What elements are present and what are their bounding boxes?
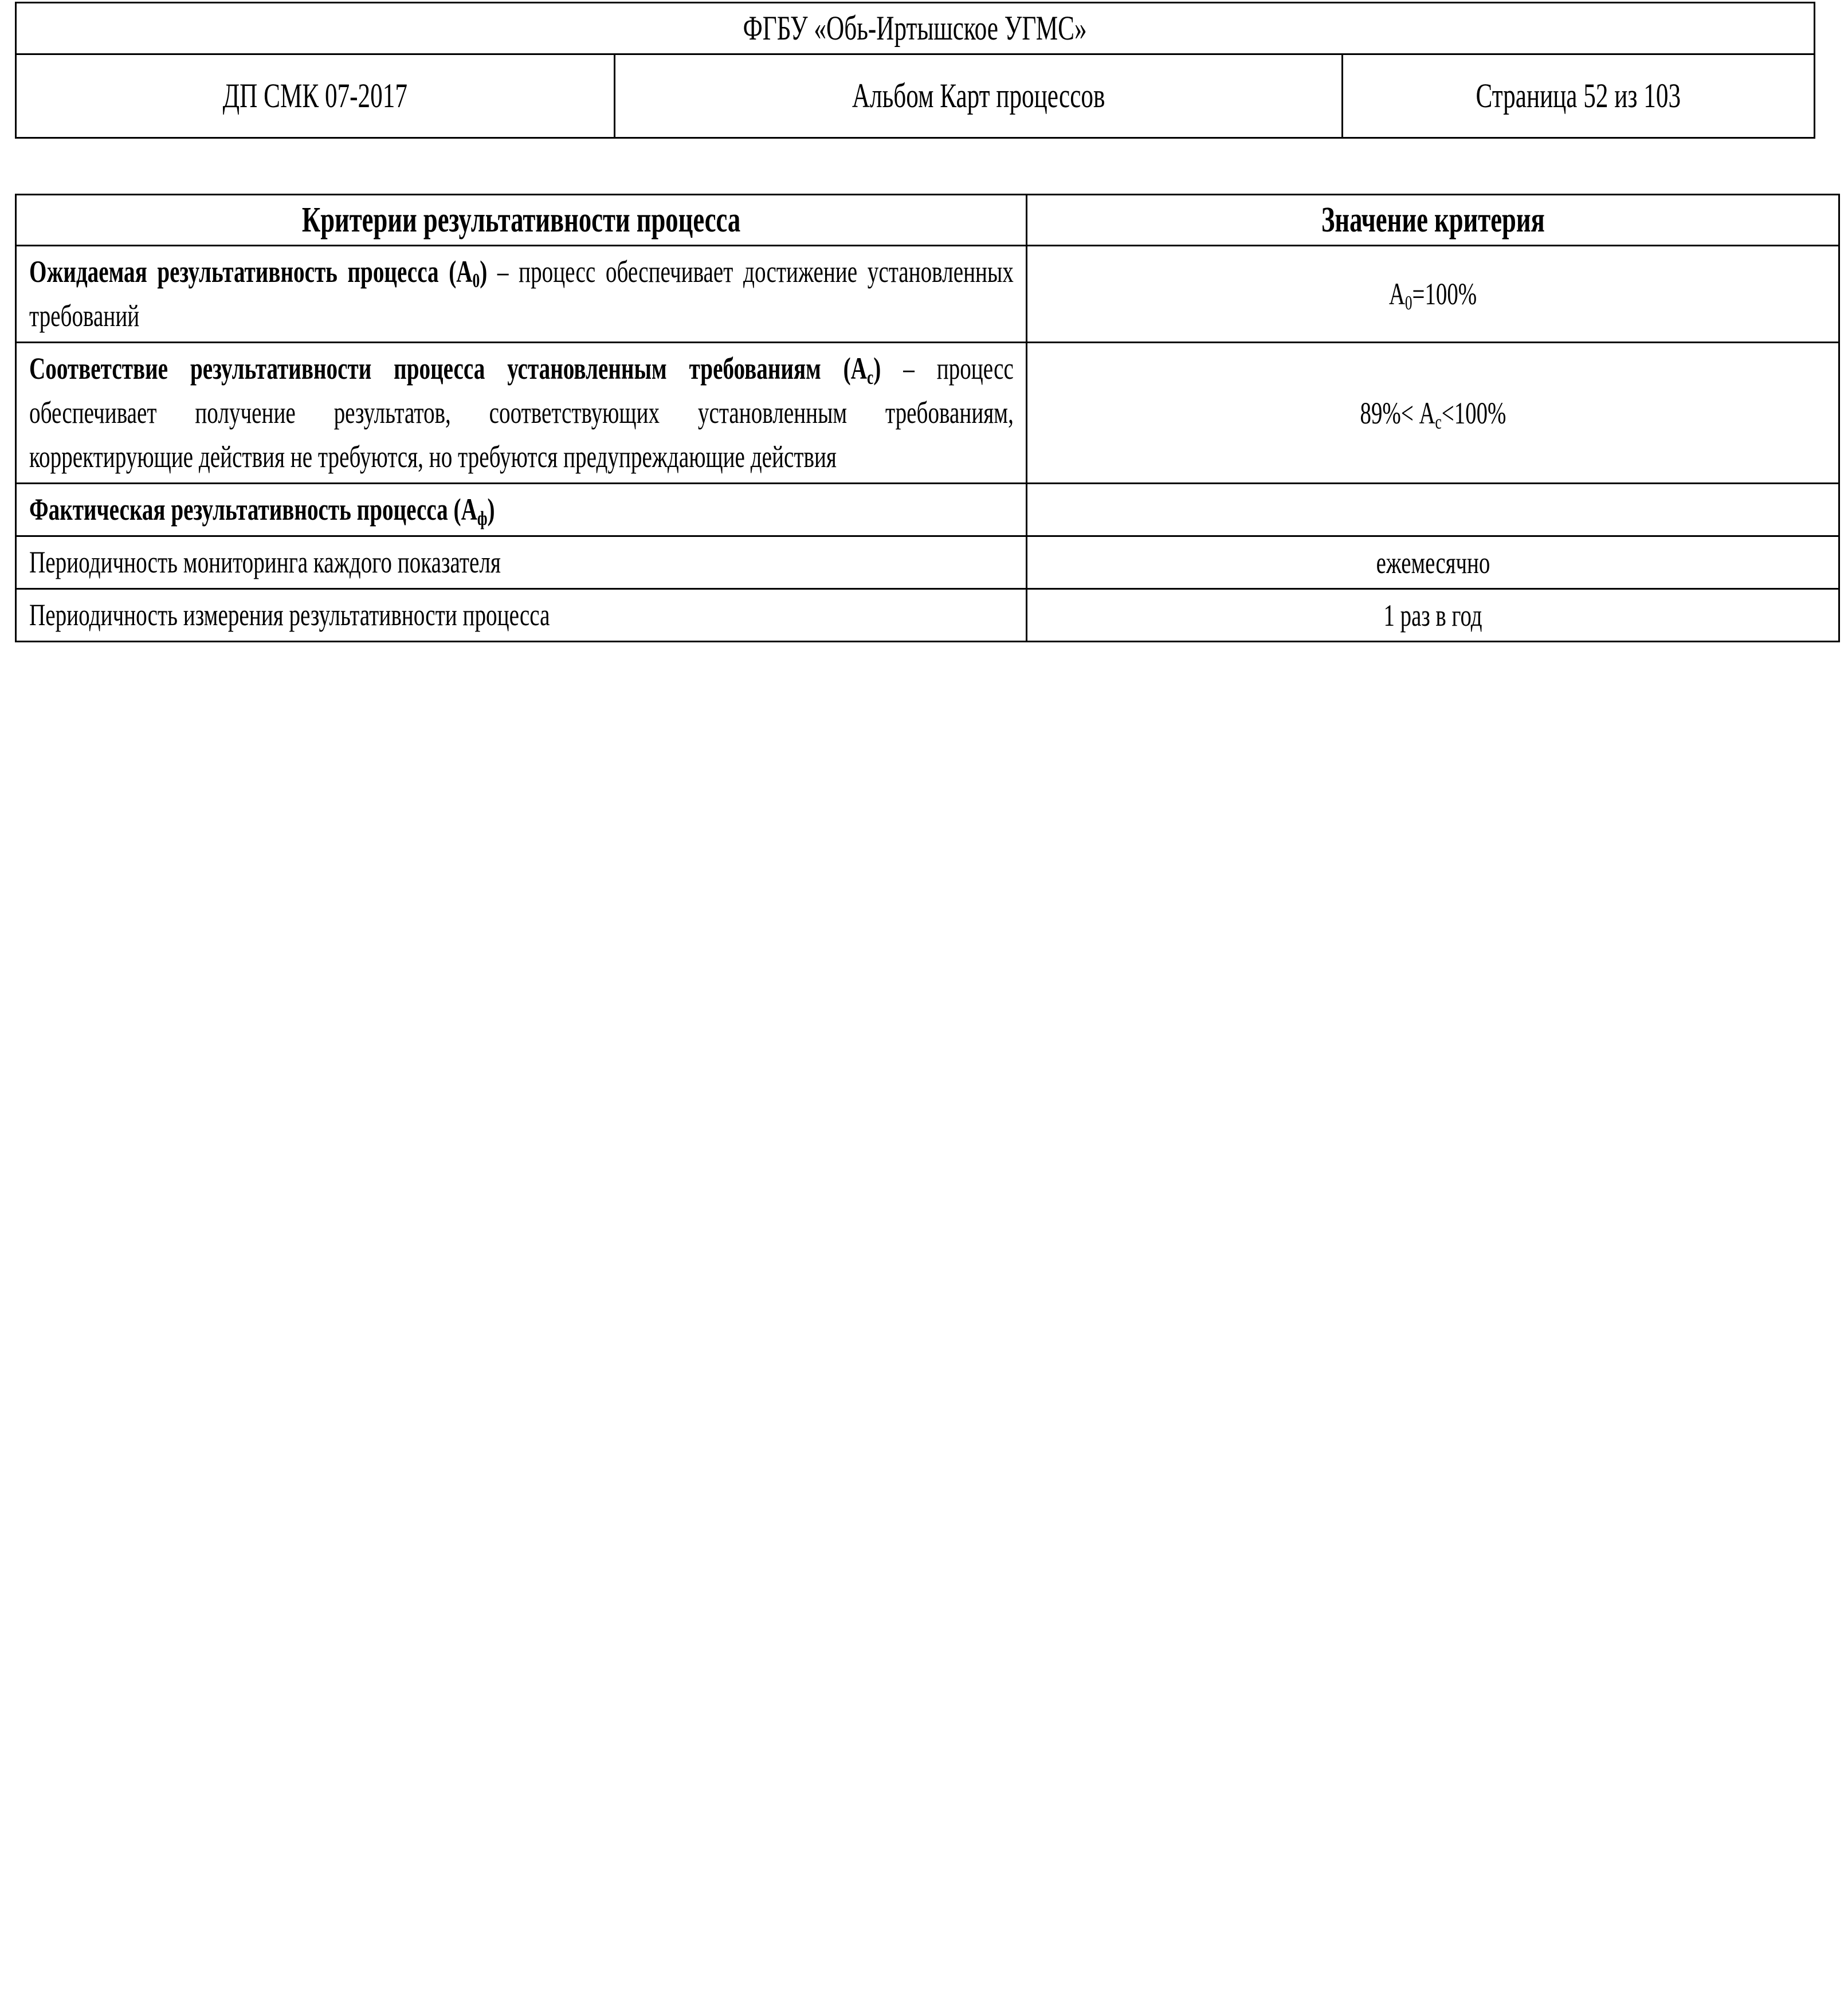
criterion-cell (16, 246, 1027, 343)
value-subscript: с (1435, 410, 1442, 433)
column-header-value (1027, 195, 1839, 246)
criterion-name-end: ) (480, 254, 488, 289)
criterion-name-end: ) (873, 351, 881, 386)
criterion-name: Фактическая результативность процесса (А (29, 492, 477, 527)
value-text: 1 раз в год (1383, 598, 1482, 633)
table-row (16, 484, 1839, 536)
column-header-criteria (16, 195, 1027, 246)
criterion-subscript: 0 (472, 269, 480, 292)
criterion-name: Ожидаемая результативность процесса (А (29, 254, 473, 289)
criterion-name-end: ) (487, 492, 495, 527)
page-number: Страница 52 из 103 (1476, 77, 1681, 115)
value-text: ежемесячно (1376, 545, 1490, 580)
criterion-cell (16, 343, 1027, 484)
column-header-label: Значение критерия (1321, 200, 1545, 240)
table-row (16, 536, 1839, 589)
value-text: А (1388, 277, 1405, 311)
value-cell (1027, 246, 1839, 343)
document-title-cell (615, 54, 1343, 138)
criterion-name: Соответствие результативности процесса установленным требованиям (А (29, 351, 867, 386)
organization-name-cell (16, 3, 1815, 54)
document-code-cell (16, 54, 615, 138)
criterion-subscript: с (866, 366, 874, 389)
criterion-cell (16, 589, 1027, 642)
value-text: 89%< А (1360, 395, 1435, 430)
criterion-description: – процесс обеспечивает получение результатов, соответствующих установленным требованиям, корректирующие действия не требуются, но требуются предупреждающие действия (29, 351, 1014, 474)
column-header-label: Критерии результативности процесса (301, 200, 741, 240)
criteria-table (15, 194, 1840, 642)
criterion-cell (16, 536, 1027, 589)
criterion-text: Периодичность измерения результативности процесса (29, 598, 550, 632)
value-cell (1027, 536, 1839, 589)
document-header (15, 2, 1815, 139)
value-cell (1027, 484, 1839, 536)
table-row (16, 343, 1839, 484)
page-number-cell (1343, 54, 1815, 138)
document-code: ДП СМК 07-2017 (222, 77, 408, 115)
table-row (16, 246, 1839, 343)
criterion-description: – процесс обеспечивает достижение установленных требований (29, 254, 1014, 333)
organization-name: ФГБУ «Обь-Иртышское УГМС» (743, 9, 1087, 47)
table-row (16, 589, 1839, 642)
criterion-cell (16, 484, 1027, 536)
table-header-row (16, 195, 1839, 246)
criterion-subscript: ф (477, 507, 488, 529)
value-text-end: <100% (1441, 395, 1506, 430)
document-title: Альбом Карт процессов (852, 77, 1105, 115)
value-cell (1027, 589, 1839, 642)
value-text-end: =100% (1412, 277, 1477, 311)
value-subscript: 0 (1404, 291, 1413, 314)
criterion-text: Периодичность мониторинга каждого показателя (29, 545, 501, 579)
value-cell (1027, 343, 1839, 484)
